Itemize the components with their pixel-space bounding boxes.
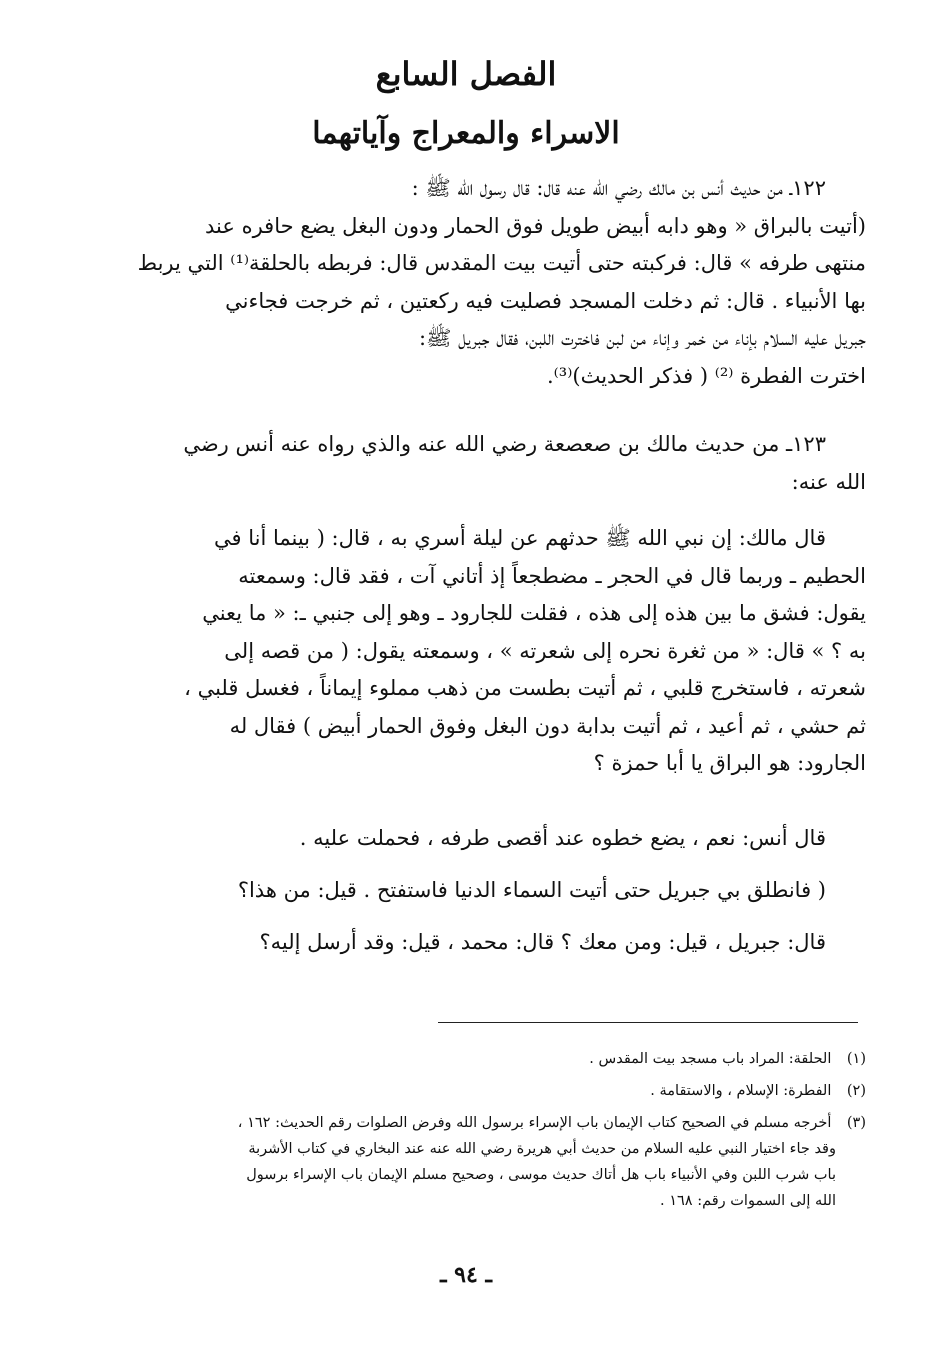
footnote-text: أخرجه مسلم في الصحيح كتاب الإيمان باب الإسراء برسول الله وفرض الصلوات رقم الحديث: ١٦٢ ، xyxy=(237,1115,832,1131)
text-line: شعرته ، فاستخرج قلبي ، ثم أتيت بطست من ذهب مملوء إيماناً ، فغسل قلبي ، xyxy=(184,676,866,700)
footnote-3 xyxy=(60,1110,866,1214)
hadith-122-paragraph xyxy=(60,170,866,395)
footnote-divider xyxy=(438,1022,858,1023)
footnote-number: (٣) xyxy=(846,1115,866,1131)
text-line: اخترت الفطرة ⁽²⁾ ( فذكر الحديث)⁽³⁾. xyxy=(546,363,866,388)
hadith-123-paragraph xyxy=(60,426,866,501)
text-line: (أتيت بالبراق « وهو دابه أبيض طويل فوق الحمار ودون البغل يضع حافره عند xyxy=(205,213,866,238)
footnote-number: (١) xyxy=(846,1051,866,1067)
text-line: به ؟ » قال: « من ثغرة نحره إلى شعرته » ، وسمعته يقول: ( من قصه إلى xyxy=(224,638,866,663)
text-line: الجارود: هو البراق يا أبا حمزة ؟ xyxy=(593,751,866,775)
footnote-line: الله إلى السموات رقم: ١٦٨ . xyxy=(660,1193,836,1209)
text-line: يقول: فشق ما بين هذه إلى هذه ، فقلت للجارود ـ وهو إلى جنبي ـ: « ما يعني xyxy=(202,601,866,625)
text-line: ثم حشي ، ثم أعيد ، ثم أتيت بدابة دون البغل وفوق الحمار أبيض ) فقال له xyxy=(229,713,866,738)
footnote-text: الحلقة: المراد باب مسجد بيت المقدس . xyxy=(589,1051,832,1067)
dialogue-paragraph xyxy=(60,812,866,968)
chapter-title: الفصل السابع xyxy=(375,55,557,93)
footnote-line: باب شرب اللبن وفي الأنبياء باب هل أتاك حديث موسى ، وصحيح مسلم الإيمان باب الإسراء برسول xyxy=(246,1167,836,1183)
text-line: جبريل عليه السلام بإناء من خمر وإناء من لبن فاخترت اللبن، فقال جبريل ﷺ: xyxy=(419,326,866,350)
section-title: الاسراء والمعراج وآياتهما xyxy=(312,116,620,151)
footnote-number: (٢) xyxy=(846,1083,866,1099)
footnote-line: وقد جاء اختيار النبي عليه السلام من حديث أبي هريرة رضي الله عنه عند البخاري في كتاب الأشربة xyxy=(248,1141,836,1157)
footnote-1 xyxy=(60,1046,866,1072)
footnote-continuation xyxy=(60,1136,866,1214)
footnote-2 xyxy=(60,1078,866,1104)
text-line: ( فانطلق بي جبريل حتى أتيت السماء الدنيا فاستفتح . قيل: من هذا؟ xyxy=(237,878,826,902)
text-line: قال: جبريل ، قيل: ومن معك ؟ قال: محمد ، قيل: وقد أرسل إليه؟ xyxy=(259,930,826,954)
text-line: ١٢٣ـ من حديث مالك بن صعصعة رضي الله عنه والذي رواه عنه أنس رضي xyxy=(183,432,826,456)
footnotes xyxy=(60,1040,866,1220)
text-line: الله عنه: xyxy=(791,469,866,494)
text-line: ١٢٢ـ من حديث أنس بن مالك رضي الله عنه قال: قال رسول الله ﷺ : xyxy=(411,176,826,200)
text-line: بها الأنبياء . قال: ثم دخلت المسجد فصليت فيه ركعتين ، ثم خرجت فجاءني xyxy=(225,288,866,313)
page-number: ـ ٩٤ ـ xyxy=(440,1262,492,1288)
text-line: منتهى طرفه » قال: فركبته حتى أتيت بيت المقدس قال: فربطه بالحلقة⁽¹⁾ التي يربط xyxy=(137,251,866,275)
text-line: قال أنس: نعم ، يضع خطوه عند أقصى طرفه ، فحملت عليه . xyxy=(299,826,826,850)
text-line: الحطيم ـ وربما قال في الحجر ـ مضطجعاً إذ أتاني آت ، فقد قال: وسمعته xyxy=(238,563,866,588)
footnote-text: الفطرة: الإسلام ، والاستقامة . xyxy=(650,1083,832,1099)
malik-narration-paragraph xyxy=(60,520,866,783)
text-line: قال مالك: إن نبي الله ﷺ حدثهم عن ليلة أسري به ، قال: ( بينما أنا في xyxy=(213,526,826,550)
